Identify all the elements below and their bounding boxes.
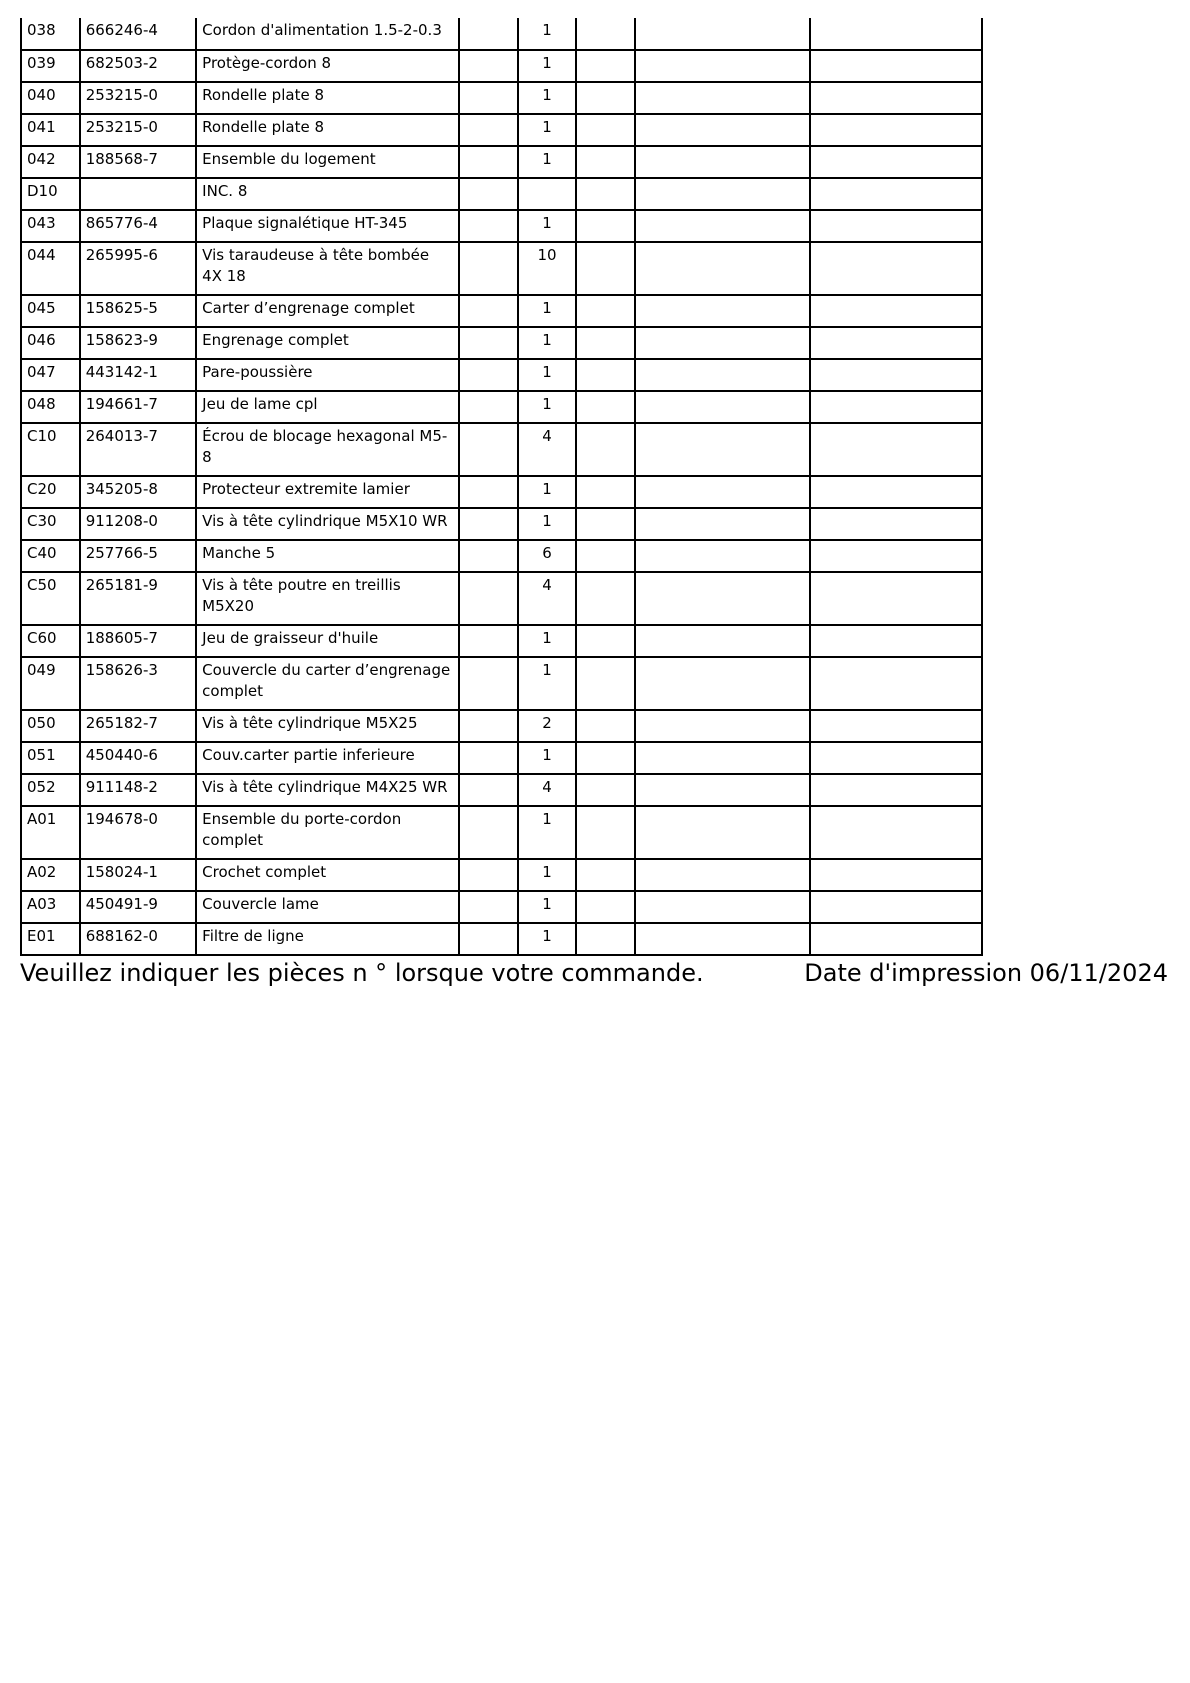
blank-cell — [635, 859, 810, 891]
blank-cell — [459, 774, 518, 806]
blank-cell — [635, 114, 810, 146]
part-number-cell: C10 — [21, 423, 80, 476]
reference-cell: 265995-6 — [80, 242, 196, 295]
part-number-cell: 040 — [21, 82, 80, 114]
blank-cell — [459, 657, 518, 710]
table-row — [21, 146, 982, 178]
blank-cell — [459, 210, 518, 242]
reference-cell: 450440-6 — [80, 742, 196, 774]
reference-cell: 158625-5 — [80, 295, 196, 327]
blank-cell — [459, 146, 518, 178]
description-cell: Filtre de ligne — [196, 923, 459, 955]
reference-cell: 265181-9 — [80, 572, 196, 625]
part-number-cell: A03 — [21, 891, 80, 923]
description-cell: Carter d’engrenage complet — [196, 295, 459, 327]
part-number-cell: E01 — [21, 923, 80, 955]
blank-cell — [576, 572, 635, 625]
description-cell: Couv.carter partie inferieure — [196, 742, 459, 774]
reference-cell: 253215-0 — [80, 114, 196, 146]
quantity-cell: 1 — [518, 742, 576, 774]
blank-cell — [635, 508, 810, 540]
blank-cell — [576, 923, 635, 955]
blank-cell — [576, 18, 635, 50]
blank-cell — [810, 508, 982, 540]
part-number-cell: 042 — [21, 146, 80, 178]
part-number-cell: C60 — [21, 625, 80, 657]
blank-cell — [810, 476, 982, 508]
reference-cell: 264013-7 — [80, 423, 196, 476]
blank-cell — [635, 242, 810, 295]
blank-cell — [810, 774, 982, 806]
description-cell: Rondelle plate 8 — [196, 114, 459, 146]
part-number-cell: 047 — [21, 359, 80, 391]
quantity-cell: 1 — [518, 82, 576, 114]
blank-cell — [576, 774, 635, 806]
table-row — [21, 657, 982, 710]
blank-cell — [459, 540, 518, 572]
blank-cell — [810, 923, 982, 955]
blank-cell — [459, 295, 518, 327]
quantity-cell: 4 — [518, 423, 576, 476]
description-cell: Cordon d'alimentation 1.5-2-0.3 — [196, 18, 459, 50]
reference-cell: 188568-7 — [80, 146, 196, 178]
blank-cell — [459, 242, 518, 295]
quantity-cell: 1 — [518, 476, 576, 508]
description-cell: Couvercle lame — [196, 891, 459, 923]
blank-cell — [810, 710, 982, 742]
quantity-cell: 1 — [518, 923, 576, 955]
part-number-cell: C40 — [21, 540, 80, 572]
parts-table-body — [21, 18, 982, 955]
description-cell: Écrou de blocage hexagonal M5-8 — [196, 423, 459, 476]
blank-cell — [576, 359, 635, 391]
blank-cell — [576, 625, 635, 657]
description-cell: Plaque signalétique HT-345 — [196, 210, 459, 242]
blank-cell — [635, 774, 810, 806]
part-number-cell: 048 — [21, 391, 80, 423]
description-cell: Vis à tête cylindrique M4X25 WR — [196, 774, 459, 806]
blank-cell — [635, 18, 810, 50]
part-number-cell: 045 — [21, 295, 80, 327]
blank-cell — [459, 423, 518, 476]
blank-cell — [576, 82, 635, 114]
quantity-cell: 1 — [518, 50, 576, 82]
blank-cell — [576, 178, 635, 210]
blank-cell — [576, 242, 635, 295]
blank-cell — [576, 210, 635, 242]
blank-cell — [576, 859, 635, 891]
description-cell: Vis taraudeuse à tête bombée 4X 18 — [196, 242, 459, 295]
quantity-cell: 1 — [518, 210, 576, 242]
reference-cell: 682503-2 — [80, 50, 196, 82]
blank-cell — [810, 891, 982, 923]
reference-cell: 345205-8 — [80, 476, 196, 508]
blank-cell — [810, 327, 982, 359]
part-number-cell: 050 — [21, 710, 80, 742]
blank-cell — [459, 359, 518, 391]
description-cell: Protecteur extremite lamier — [196, 476, 459, 508]
part-number-cell: D10 — [21, 178, 80, 210]
part-number-cell: 039 — [21, 50, 80, 82]
blank-cell — [576, 710, 635, 742]
part-number-cell: 038 — [21, 18, 80, 50]
blank-cell — [810, 82, 982, 114]
blank-cell — [635, 50, 810, 82]
table-row — [21, 423, 982, 476]
description-cell: Engrenage complet — [196, 327, 459, 359]
part-number-cell: 051 — [21, 742, 80, 774]
blank-cell — [810, 391, 982, 423]
blank-cell — [635, 923, 810, 955]
table-row — [21, 710, 982, 742]
reference-cell: 865776-4 — [80, 210, 196, 242]
table-row — [21, 625, 982, 657]
quantity-cell: 1 — [518, 859, 576, 891]
quantity-cell: 4 — [518, 572, 576, 625]
quantity-cell: 1 — [518, 114, 576, 146]
description-cell: Jeu de lame cpl — [196, 391, 459, 423]
reference-cell: 911208-0 — [80, 508, 196, 540]
quantity-cell — [518, 178, 576, 210]
quantity-cell: 10 — [518, 242, 576, 295]
quantity-cell: 1 — [518, 806, 576, 859]
blank-cell — [810, 657, 982, 710]
part-number-cell: C20 — [21, 476, 80, 508]
reference-cell: 253215-0 — [80, 82, 196, 114]
description-cell: Vis à tête cylindrique M5X10 WR — [196, 508, 459, 540]
quantity-cell: 1 — [518, 891, 576, 923]
blank-cell — [459, 391, 518, 423]
table-row — [21, 508, 982, 540]
reference-cell: 443142-1 — [80, 359, 196, 391]
blank-cell — [576, 146, 635, 178]
blank-cell — [810, 242, 982, 295]
blank-cell — [635, 476, 810, 508]
blank-cell — [635, 82, 810, 114]
blank-cell — [576, 476, 635, 508]
table-row — [21, 82, 982, 114]
quantity-cell: 1 — [518, 146, 576, 178]
table-row — [21, 476, 982, 508]
blank-cell — [810, 18, 982, 50]
quantity-cell: 1 — [518, 295, 576, 327]
blank-cell — [810, 50, 982, 82]
blank-cell — [810, 625, 982, 657]
blank-cell — [635, 391, 810, 423]
parts-table — [20, 18, 983, 956]
table-row — [21, 391, 982, 423]
table-row — [21, 210, 982, 242]
blank-cell — [810, 178, 982, 210]
blank-cell — [810, 572, 982, 625]
table-row — [21, 774, 982, 806]
reference-cell: 257766-5 — [80, 540, 196, 572]
blank-cell — [635, 359, 810, 391]
blank-cell — [635, 572, 810, 625]
description-cell: Ensemble du logement — [196, 146, 459, 178]
description-cell: INC. 8 — [196, 178, 459, 210]
reference-cell: 194661-7 — [80, 391, 196, 423]
description-cell: Vis à tête cylindrique M5X25 — [196, 710, 459, 742]
blank-cell — [576, 114, 635, 146]
blank-cell — [635, 540, 810, 572]
description-cell: Crochet complet — [196, 859, 459, 891]
blank-cell — [459, 923, 518, 955]
blank-cell — [635, 327, 810, 359]
blank-cell — [635, 806, 810, 859]
table-row — [21, 327, 982, 359]
quantity-cell: 1 — [518, 359, 576, 391]
blank-cell — [635, 891, 810, 923]
description-cell: Ensemble du porte-cordon complet — [196, 806, 459, 859]
blank-cell — [459, 476, 518, 508]
blank-cell — [576, 891, 635, 923]
reference-cell: 450491-9 — [80, 891, 196, 923]
table-row — [21, 923, 982, 955]
table-row — [21, 295, 982, 327]
table-row — [21, 859, 982, 891]
blank-cell — [459, 891, 518, 923]
table-row — [21, 891, 982, 923]
blank-cell — [576, 657, 635, 710]
part-number-cell: 052 — [21, 774, 80, 806]
blank-cell — [576, 806, 635, 859]
blank-cell — [459, 806, 518, 859]
part-number-cell: 049 — [21, 657, 80, 710]
blank-cell — [459, 572, 518, 625]
blank-cell — [635, 146, 810, 178]
blank-cell — [459, 18, 518, 50]
reference-cell: 158626-3 — [80, 657, 196, 710]
table-row — [21, 18, 982, 50]
reference-cell: 158623-9 — [80, 327, 196, 359]
blank-cell — [635, 710, 810, 742]
part-number-cell: C50 — [21, 572, 80, 625]
quantity-cell: 4 — [518, 774, 576, 806]
blank-cell — [459, 710, 518, 742]
quantity-cell: 1 — [518, 657, 576, 710]
reference-cell: 265182-7 — [80, 710, 196, 742]
quantity-cell: 2 — [518, 710, 576, 742]
blank-cell — [576, 508, 635, 540]
part-number-cell: A02 — [21, 859, 80, 891]
part-number-cell: 043 — [21, 210, 80, 242]
description-cell: Manche 5 — [196, 540, 459, 572]
blank-cell — [459, 625, 518, 657]
table-row — [21, 806, 982, 859]
table-row — [21, 178, 982, 210]
part-number-cell: 046 — [21, 327, 80, 359]
blank-cell — [459, 50, 518, 82]
blank-cell — [576, 540, 635, 572]
blank-cell — [635, 178, 810, 210]
description-cell: Vis à tête poutre en treillis M5X20 — [196, 572, 459, 625]
blank-cell — [635, 625, 810, 657]
description-cell: Pare-poussière — [196, 359, 459, 391]
blank-cell — [810, 540, 982, 572]
blank-cell — [635, 423, 810, 476]
quantity-cell: 1 — [518, 508, 576, 540]
table-row — [21, 572, 982, 625]
print-date: Date d'impression 06/11/2024 — [804, 959, 1168, 987]
table-row — [21, 50, 982, 82]
blank-cell — [459, 178, 518, 210]
table-row — [21, 742, 982, 774]
blank-cell — [810, 742, 982, 774]
blank-cell — [459, 859, 518, 891]
description-cell: Rondelle plate 8 — [196, 82, 459, 114]
blank-cell — [810, 423, 982, 476]
blank-cell — [635, 657, 810, 710]
blank-cell — [576, 50, 635, 82]
blank-cell — [810, 210, 982, 242]
table-row — [21, 242, 982, 295]
blank-cell — [810, 146, 982, 178]
table-row — [21, 114, 982, 146]
blank-cell — [810, 359, 982, 391]
blank-cell — [810, 295, 982, 327]
blank-cell — [459, 114, 518, 146]
quantity-cell: 1 — [518, 625, 576, 657]
blank-cell — [635, 295, 810, 327]
quantity-cell: 6 — [518, 540, 576, 572]
blank-cell — [810, 114, 982, 146]
reference-cell: 188605-7 — [80, 625, 196, 657]
quantity-cell: 1 — [518, 18, 576, 50]
blank-cell — [810, 859, 982, 891]
reference-cell — [80, 178, 196, 210]
order-note: Veuillez indiquer les pièces n ° lorsque votre commande. — [20, 959, 704, 987]
blank-cell — [459, 82, 518, 114]
quantity-cell: 1 — [518, 391, 576, 423]
blank-cell — [810, 806, 982, 859]
blank-cell — [635, 742, 810, 774]
description-cell: Jeu de graisseur d'huile — [196, 625, 459, 657]
blank-cell — [635, 210, 810, 242]
blank-cell — [576, 742, 635, 774]
blank-cell — [576, 391, 635, 423]
part-number-cell: 041 — [21, 114, 80, 146]
reference-cell: 194678-0 — [80, 806, 196, 859]
blank-cell — [459, 327, 518, 359]
table-row — [21, 359, 982, 391]
table-row — [21, 540, 982, 572]
reference-cell: 158024-1 — [80, 859, 196, 891]
reference-cell: 688162-0 — [80, 923, 196, 955]
part-number-cell: C30 — [21, 508, 80, 540]
part-number-cell: 044 — [21, 242, 80, 295]
part-number-cell: A01 — [21, 806, 80, 859]
blank-cell — [576, 327, 635, 359]
blank-cell — [576, 295, 635, 327]
description-cell: Couvercle du carter d’engrenage complet — [196, 657, 459, 710]
quantity-cell: 1 — [518, 327, 576, 359]
blank-cell — [576, 423, 635, 476]
blank-cell — [459, 508, 518, 540]
description-cell: Protège-cordon 8 — [196, 50, 459, 82]
reference-cell: 911148-2 — [80, 774, 196, 806]
blank-cell — [459, 742, 518, 774]
reference-cell: 666246-4 — [80, 18, 196, 50]
